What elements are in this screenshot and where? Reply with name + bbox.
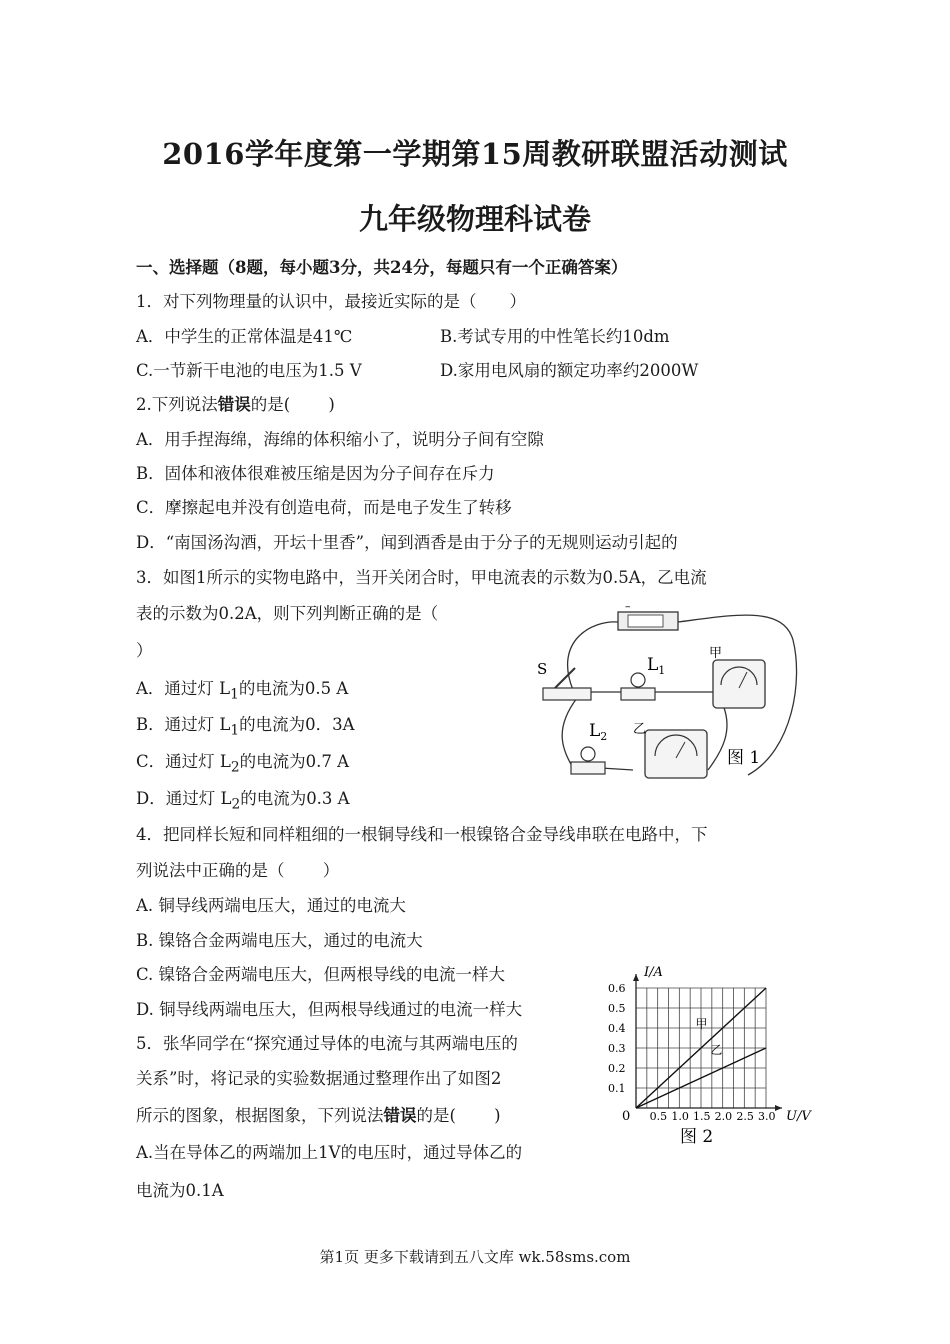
q3-b-sub: 1 [230,722,240,739]
lamp-l1-base [621,688,655,700]
wire [568,622,618,690]
figure1-caption: 图 1 [727,748,761,768]
y-axis-arrow [633,974,639,981]
x-tick-label: 2.5 [736,1110,754,1123]
ammeter-yi [645,730,707,778]
section-heading: 一、选择题（8题，每小题3分，共24分，每题只有一个正确答案） [136,258,628,277]
q3-option-a [136,678,348,705]
q5-stem-line2: 关系”时，将记录的实验数据通过整理作出了如图2 [136,1069,502,1088]
label-l1-main: L [647,655,659,675]
label-l1-sub: 1 [658,664,666,677]
q3-stem-line3: ） [136,641,153,660]
label-l2-sub: 2 [600,730,608,743]
q3-b-post: 的电流为0．3A [239,715,355,734]
q5-option-a-line1: A.当在导体乙的两端加上1V的电压时，通过导体乙的 [136,1143,523,1162]
switch-blade [555,668,575,688]
label-l1 [647,655,665,677]
q1-option-d: D.家用电风扇的额定功率约2000W [440,361,699,380]
q2-stem-bold: 错误 [217,395,251,414]
label-l2-main: L [589,721,601,741]
exam-title: 2016学年度第一学期第15周教研联盟活动测试 [162,137,788,171]
chart-ylabel: I/A [644,965,663,980]
q1-option-c: C.一节新干电池的电压为1.5 V [136,361,362,380]
y-tick-label: 0.6 [608,982,626,995]
page-footer: 第1页 更多下载请到五八文库 wk.58sms.com [319,1248,631,1266]
q5-stem-line3 [136,1105,501,1127]
q4-option-a: A. 铜导线两端电压大，通过的电流大 [136,896,406,915]
q1-stem: 1．对下列物理量的认识中，最接近实际的是（ ） [136,292,526,311]
q4-stem-line1: 4．把同样长短和同样粗细的一根铜导线和一根镍铬合金导线串联在电路中，下 [136,825,708,844]
x-tick-label: 3.0 [758,1110,776,1123]
y-tick-label: 0.1 [608,1082,626,1095]
exam-subtitle: 九年级物理科试卷 [358,202,591,236]
q3-a-pre: A．通过灯 L [136,679,231,698]
q2-option-a: A．用手捏海绵，海绵的体积缩小了，说明分子间有空隙 [136,430,544,449]
lamp-l1-bulb [631,673,645,687]
q3-d-post: 的电流为0.3 A [240,789,350,808]
q3-stem-line1: 3．如图1所示的实物电路中，当开关闭合时，甲电流表的示数为0.5A，乙电流 [136,568,707,587]
q5-stem-line1: 5．张华同学在“探究通过导体的电流与其两端电压的 [136,1034,518,1053]
q3-b-pre: B．通过灯 L [136,715,231,734]
wire [562,698,577,768]
q5-option-a-line2: 电流为0.1A [136,1181,224,1200]
q2-stem-post: 的是( ) [250,395,335,414]
q3-option-c [136,751,349,778]
label-yi: 乙 [633,722,647,737]
q3-d-pre: D．通过灯 L [136,789,232,808]
q3-a-post: 的电流为0.5 A [238,679,349,698]
q1-option-a: A．中学生的正常体温是41℃ [136,327,353,346]
x-tick-label: 1.0 [671,1110,689,1123]
y-tick-label: 0.5 [608,1002,626,1015]
q4-option-c: C. 镍铬合金两端电压大，但两根导线的电流一样大 [136,965,506,984]
wire [708,705,727,770]
q4-option-d: D. 铜导线两端电压大，但两根导线通过的电流一样大 [136,1000,523,1019]
q3-option-d [136,788,350,815]
label-s: S [537,660,548,678]
q2-option-d: D．“南国汤沟酒，开坛十里香”，闻到酒香是由于分子的无规则运动引起的 [136,533,678,552]
y-tick-label: 0.4 [608,1022,626,1035]
chart-xlabel: U/V [786,1109,811,1124]
lamp-l2-bulb [581,747,595,761]
q2-stem [136,394,335,416]
x-tick-label: 1.5 [693,1110,711,1123]
figure1-circuit [533,600,803,790]
label-jia: 甲 [709,646,723,661]
q5-stem3-post: 的是( ) [416,1106,501,1125]
q3-c-sub: 2 [230,759,240,776]
battery-cell [628,615,663,627]
q5-stem3-bold: 错误 [383,1106,417,1125]
q3-a-sub: 1 [230,686,239,703]
x-axis-arrow [775,1105,782,1111]
q3-c-post: 的电流为0.7 A [239,752,349,771]
switch-base [543,688,591,700]
figure2-caption: 图 2 [680,1127,714,1147]
q3-option-b [136,714,355,741]
series-label-yi: 乙 [710,1043,723,1057]
q3-d-sub: 2 [231,796,241,813]
y-tick-label: 0.3 [608,1042,626,1055]
battery-minus: – [625,600,631,613]
chart-origin-label: 0 [622,1109,631,1124]
q1-option-b: B.考试专用的中性笔长约10dm [440,327,670,346]
q4-stem-line2: 列说法中正确的是（ ） [136,861,340,880]
x-tick-label: 0.5 [649,1110,668,1123]
wire [601,768,633,770]
y-tick-label: 0.2 [608,1062,626,1075]
q2-option-b: B．固体和液体很难被压缩是因为分子间存在斥力 [136,464,495,483]
q2-option-c: C．摩擦起电并没有创造电荷，而是电子发生了转移 [136,498,512,517]
x-tick-label: 2.0 [714,1110,733,1123]
q5-stem3-pre: 所示的图象，根据图象，下列说法 [136,1106,384,1125]
q3-c-pre: C．通过灯 L [136,752,231,771]
q4-option-b: B. 镍铬合金两端电压大，通过的电流大 [136,931,423,950]
figure2-chart [600,960,820,1150]
q3-stem-line2: 表的示数为0.2A，则下列判断正确的是（ [136,604,439,623]
series-label-jia: 甲 [695,1017,708,1031]
label-l2 [589,721,607,743]
q2-stem-pre: 2.下列说法 [136,395,218,414]
lamp-l2-base [571,762,605,774]
